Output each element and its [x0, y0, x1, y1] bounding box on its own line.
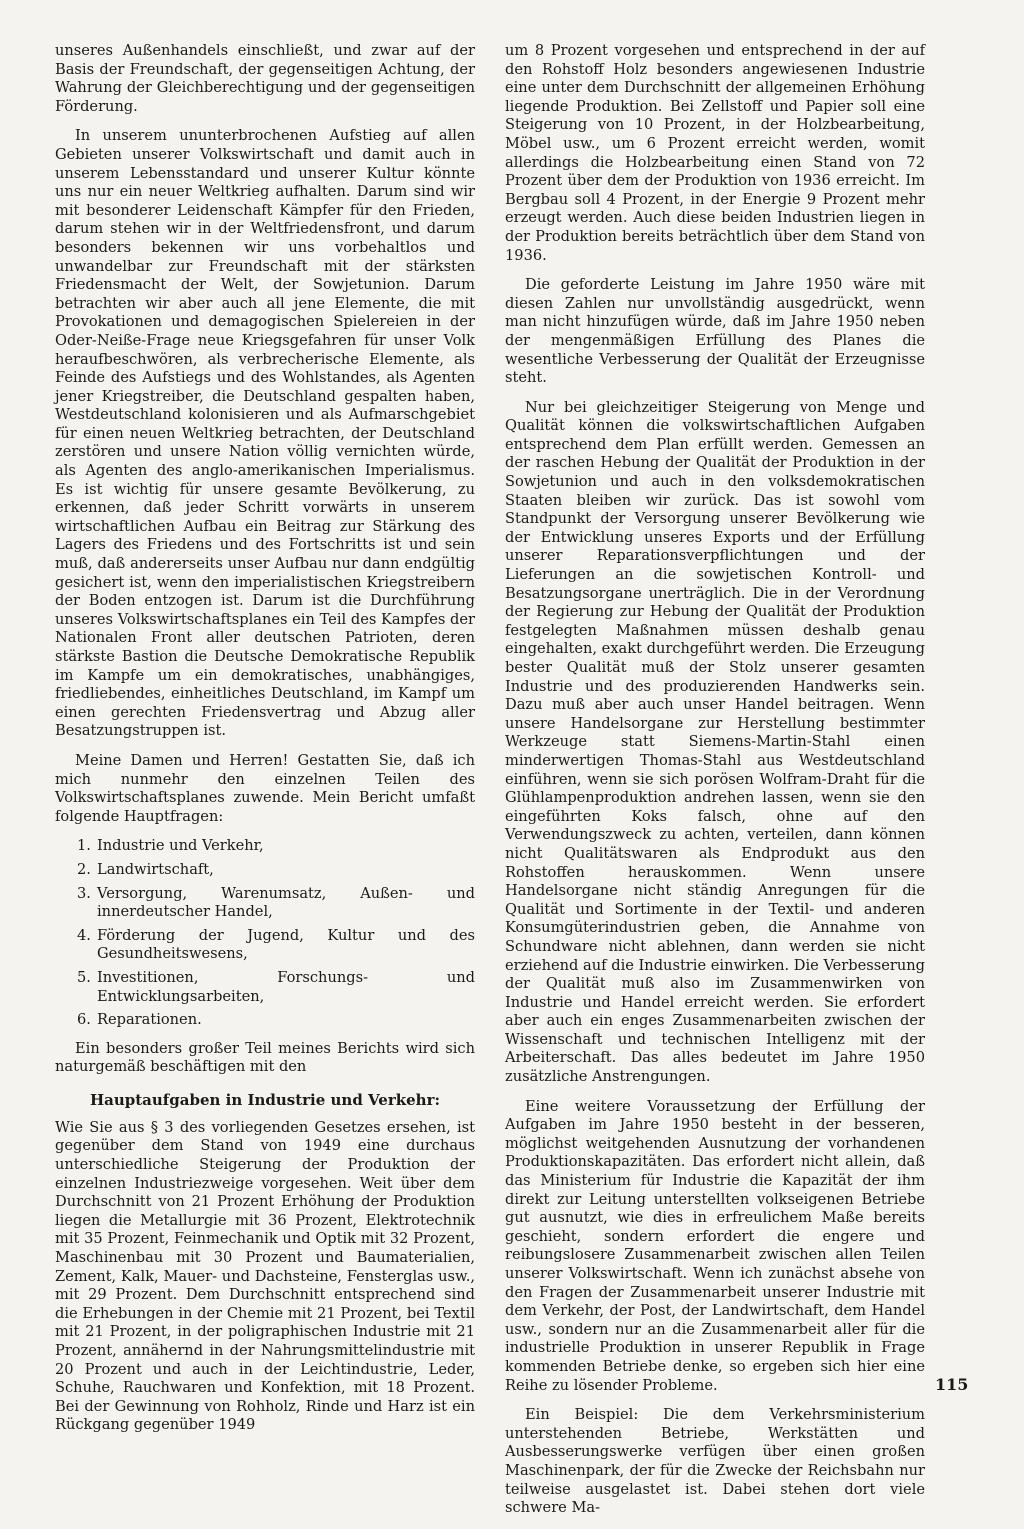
- paragraph: Ein besonders großer Teil meines Berichts wird sich naturgemäß beschäftigen mit den: [55, 1039, 475, 1076]
- paragraph: um 8 Prozent vorgesehen und entsprechend in der auf den Rohstoff Holz besonders angewiesenen Industrie eine unter dem Durchschnitt der allgemeinen Erhöhung liegende Produktion. Bei Zellstoff und Papier soll eine Steigerung von 10 Prozent, in der Holzbearbeitung, Möbel usw., um 6 Prozent erreicht werden, womit allerdings die Holzbearbeitung einen Stand von 72 Prozent über dem der Produktion von 1936 erreicht. Im Bergbau soll 4 Prozent, in der Energie 9 Prozent mehr erzeugt werden. Auch diese beiden Industrien liegen in der Produktion bereits beträchtlich über dem Stand von 1936.: [505, 42, 925, 264]
- list-item: 5. Investitionen, Forschungs- und Entwicklungsarbeiten,: [77, 968, 475, 1005]
- list-item: 2. Landwirtschaft,: [77, 860, 214, 878]
- paragraph: Meine Damen und Herren! Gestatten Sie, daß ich mich nunmehr den einzelnen Teilen des Volkswirtschaftsplanes zuwende. Mein Bericht umfaßt folgende Hauptfragen:: [55, 751, 475, 825]
- paragraph: In unserem ununterbrochenen Aufstieg auf allen Gebieten unserer Volkswirtschaft und damit auch in unserem Lebensstandard und unserer Kultur könnte uns nur ein neuer Weltkrieg aufhalten. Darum sind wir mit besonderer Leidenschaft Kämpfer für den Frieden, darum stehen wir in der Weltfriedensfront, und darum besonders bekennen wir uns vorbehaltlos und unwandelbar zur Freundschaft mit der stärksten Friedensmacht der Welt, der Sowjetunion. Darum betrachten wir aber auch all jene Elemente, die mit Provokationen und demagogischen Spielereien in der Oder-Neiße-Frage neue Kriegsgefahren für unser Volk heraufbeschwören, als verbrecherische Elemente, als Feinde des Aufstiegs und des Wohlstandes, als Agenten jener Kriegstreiber, die Deutschland gespalten haben, Westdeutschland kolonisieren und als Aufmarschgebiet für einen neuen Weltkrieg betrachten, der Deutschland zerstören und unsere Nation völlig vernichten würde, als Agenten des anglo-amerikanischen Imperialismus. Es ist wichtig für unsere gesamte Bevölkerung, zu erkennen, daß jeder Schritt vorwärts in unserem wirtschaftlichen Aufbau ein Beitrag zur Stärkung des Lagers des Friedens und des Fortschritts ist und sein muß, daß andererseits unser Aufbau nur dann endgültig gesichert ist, wenn den imperialistischen Kriegstreibern der Boden entzogen ist. Darum ist die Durchführung unseres Volkswirtschaftsplanes ein Teil des Kampfes der Nationalen Front aller deutschen Patrioten, deren stärkste Bastion die Deutsche Demokratische Republik im Kampfe um ein demokratisches, unabhängiges, friedliebendes, einheitliches Deutschland, im Kampf um einen gerechten Friedensvertrag und Abzug aller Besatzungstruppen ist.: [55, 127, 475, 740]
- paragraph: Eine weitere Voraussetzung der Erfüllung der Aufgaben im Jahre 1950 besteht in der besseren, möglichst weitgehenden Ausnutzung der vorhandenen Produktionskapazitäten. Das erfordert nicht allein, daß das Ministerium für Industrie die Kapazität der ihm direkt zur Leitung unterstellten volkseigenen Betriebe gut ausnutzt, wie dies in erfreulichem Maße bereits geschieht, sondern erfordert die engere und reibungslosere Zusammenarbeit zwischen allen Teilen unserer Volkswirtschaft. Wenn ich zunächst absehe von den Fragen der Zusammenarbeit unserer Industrie mit dem Verkehr, der Post, der Landwirtschaft, dem Handel usw., sondern nur an die Zusammenarbeit aller für die industrielle Produktion in unserer Republik in Frage kommenden Betriebe denke, so ergeben sich hier eine Reihe zu lösender Probleme.: [505, 1097, 925, 1394]
- right-column: [505, 42, 925, 1529]
- list-item: 4. Förderung der Jugend, Kultur und des Gesundheitswesens,: [77, 926, 475, 963]
- list-item: 6. Reparationen.: [77, 1011, 202, 1029]
- paragraph: Nur bei gleichzeitiger Steigerung von Menge und Qualität können die volkswirtschaftlichen Aufgaben entsprechend dem Plan erfüllt werden. Gemessen an der raschen Hebung der Qualität der Produktion in der Sowjetunion und auch in den volksdemokratischen Staaten bleiben wir zurück. Das ist sowohl vom Standpunkt der Versorgung unserer Bevölkerung wie der Entwicklung unseres Exports und der Erfüllung unserer Reparationsverpflichtungen und der Lieferungen an die sowjetischen Kontroll- und Besatzungsorgane unerträglich. Die in der Verordnung der Regierung zur Hebung der Qualität der Produktion festgelegten Maßnahmen müssen deshalb genau eingehalten, exakt durchgeführt werden. Die Erzeugung bester Qualität muß der Stolz unserer gesamten Industrie und des produzierenden Handwerks sein. Dazu muß aber auch unser Handel beitragen. Wenn unsere Handelsorgane zur Herstellung bestimmter Werkzeuge statt Siemens-Martin-Stahl einen minderwertigen Thomas-Stahl aus Westdeutschland einführen, wenn sie sich porösen Wolfram-Draht für die Glühlampenproduktion andrehen lassen, wenn sie den eingeführten Koks falsch, ohne auf den Verwendungszweck zu achten, verteilen, dann können nicht Qualitätswaren als Endprodukt aus den Rohstoffen herauskommen. Wenn unsere Handelsorgane nicht ständig Anregungen für die Qualität und Sortimente in der Textil- und anderen Konsumgüterindustrien geben, die Annahme von Schundware nicht ablehnen, dann werden sie nicht erziehend auf die Industrie einwirken. Die Verbesserung der Qualität muß also im Zusammenwirken von Industrie und Handel erreicht werden. Sie erfordert aber auch ein enges Zusammenarbeiten zwischen der Wissenschaft und technischen Intelligenz mit der Arbeiterschaft. Das alles bedeutet im Jahre 1950 zusätzliche Anstrengungen.: [505, 398, 925, 1086]
- paragraph: Die geforderte Leistung im Jahre 1950 wäre mit diesen Zahlen nur unvollständig ausgedrückt, wenn man nicht hinzufügen würde, daß im Jahre 1950 neben der mengenmäßigen Erfüllung des Planes die wesentliche Verbesserung der Qualität der Erzeugnisse steht.: [505, 276, 925, 387]
- left-column: [55, 42, 475, 1446]
- paragraph: Ein Beispiel: Die dem Verkehrsministerium unterstehenden Betriebe, Werkstätten und Ausbesserungswerke verfügen über einen großen Maschinenpark, der für die Zwecke der Reichsbahn nur teilweise ausgelastet ist. Dabei stehen dort viele schwere Ma-: [505, 1406, 925, 1517]
- page-number: 115: [935, 1375, 969, 1394]
- paragraph: Wie Sie aus § 3 des vorliegenden Gesetzes ersehen, ist gegenüber dem Stand von 1949 eine durchaus unterschiedliche Steigerung der Produktion der einzelnen Industriezweige vorgesehen. Weit über dem Durchschnitt von 21 Prozent Erhöhung der Produktion liegen die Metallurgie mit 36 Prozent, Elektrotechnik mit 35 Prozent, Feinmechanik und Optik mit 32 Prozent, Maschinenbau mit 30 Prozent und Baumaterialien, Zement, Kalk, Mauer- und Dachsteine, Fensterglas usw., mit 29 Prozent. Dem Durchschnitt entsprechend sind die Erhebungen in der Chemie mit 21 Prozent, bei Textil mit 21 Prozent, in der poligraphischen Industrie mit 21 Prozent, annähernd in der Nahrungsmittelindustrie mit 20 Prozent und auch in der Leichtindustrie, Leder, Schuhe, Rauchwaren und Konfektion, mit 18 Prozent. Bei der Gewinnung von Rohholz, Rinde und Harz ist ein Rückgang gegenüber 1949: [55, 1118, 475, 1434]
- section-heading: Hauptaufgaben in Industrie und Verkehr:: [89, 1090, 441, 1109]
- paragraph: unseres Außenhandels einschließt, und zwar auf der Basis der Freundschaft, der gegenseitigen Achtung, der Wahrung der Gleichberechtigung und der gegenseitigen Förderung.: [55, 42, 475, 115]
- list-item: 1. Industrie und Verkehr,: [77, 837, 264, 855]
- main-questions-list: [55, 837, 475, 1029]
- list-item: 3. Versorgung, Warenumsatz, Außen- und innerdeutscher Handel,: [77, 884, 475, 921]
